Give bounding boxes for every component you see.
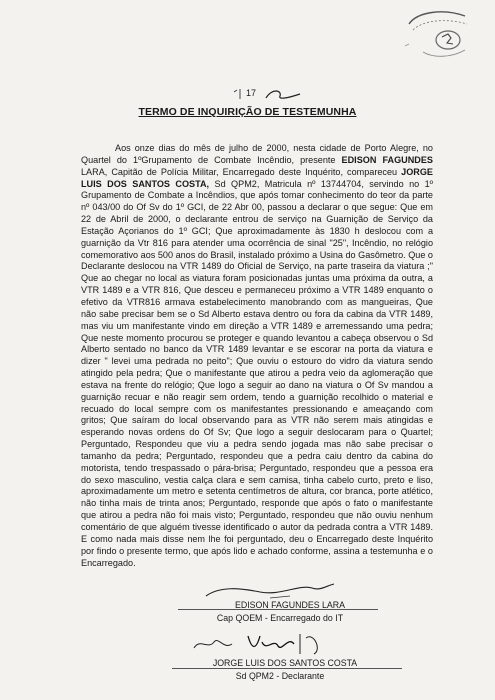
stamp-icon — [403, 6, 473, 62]
folio-mark — [232, 86, 302, 104]
signature-name-declarante: JORGE LUIS DOS SANTOS COSTA — [212, 658, 358, 668]
signature-role-declarante: Sd QPM2 - Declarante — [235, 671, 325, 681]
signature-name-encarregado: EDISON FAGUNDES LARA — [235, 600, 345, 610]
document-body — [81, 143, 433, 569]
signature-role-encarregado: Cap QOEM - Encarregado do IT — [216, 613, 344, 623]
body-segment: Aos onze dias do mês de julho de 2000, nesta cidade de Porto Alegre, no Quartel do 1ºGrupamento de Combate Incêndio, presente — [81, 143, 433, 165]
document-title: TERMO DE INQUIRIÇÃO DE TESTEMUNHA — [138, 106, 357, 118]
body-segment: LARA, Capitão de Polícia Militar, Encarregado deste Inquérito, compareceu — [81, 166, 402, 177]
body-segment: Sd QPM2, Matricula nº 13744704, servindo no 1º Grupamento de Combate a Incêndios, que após tomar conhecimento do teor da parte nº 043/00 do Of Sv do 1º GCI, de 22 Abr 00, passou a declarar o que segue: Que em 22 de Abril de 2000, o declarante entrou de serviço na Guarnição de Serviço da Estação Açorianos do 1º GCI; Que aproximadamente às 1830 h deslocou com a guarnição da Vtr 816 para atender uma ocorrência de sinal "25", Incêndio, no relógio comemorativo aos 500 anos do Brasil, instalado próximo a Usina do Gasômetro. Que o Declarante deslocou na VTR 1489 do Oficial de Serviço, na parte traseira da viatura ;" Que ao chegar no local as viatura foram posicionadas juntas uma próxima da outra, a VTR 1489 e a VTR 816, Que desceu e permaneceu próximo a VTR 1489 enquanto o efetivo da VTR816 armava estabelecimento manobrando com as mangueiras, Que não sabe precisar bem se o Sd Alberto estava dentro ou fora da cabina da VTR 1489, mas viu um manifestante vindo em direção a VTR 1489 e arremessando uma pedra; Que neste momento procurou se proteger e quando levantou a cabeça observou o Sd Alberto sentado no banco da VTR 1489 levantar e se escorar na porta da viatura e dizer " levei uma pedrada no peito"; Que ouviu o estouro do vidro da viatura sendo atingido pela pedra; Que o manifestante que atirou a pedra veio da aglomeração que estava na frente do relógio; Que logo a seguir ao dano na viatura o Of Sv mandou a guarnição recuar e não reagir sem ordem, tendo a guarnição recolhido o material e recuado do local sempre com os manifestantes pressionando e ameaçando com gritos; Que saíram do local observando para as VTR não serem mais atingidas e esperando novas ordens do Of Sv; Que logo a seguir deslocaram para o Quartel; Perguntado, Respondeu que viu a pedra sendo jogada mas não sabe precisar o tamanho da pedra; Perguntado, respondeu que a pedra caiu dentro da cabina do motorista, tendo trespassado o pára-brisa; Perguntado, respondeu que a pessoa era do sexo masculino, vestia calça clara e sem camisa, tinha cabelo curto, preto e liso, aproximadamente um metro e setenta centímetros de altura, cor branca, porte atlético, não tinha mais de trinta anos; Perguntado, responde que após o fato o manifestante que atirou a pedra não foi mais visto; Perguntado, respondeu que não ouviu nenhum comentário de que alguém tivesse identificado o autor da pedrada contra a VTR 1489. E como nada mais disse nem lhe foi perguntado, deu o Encarregado deste Inquérito por findo o presente termo, que após lido e achado conforme, assina a testemunha e o Encarregado. — [81, 178, 433, 568]
body-bold-segment: EDISON FAGUNDES — [341, 154, 433, 165]
body-bold-segment: JORGE LUIS DOS SANTOS COSTA, — [81, 166, 433, 189]
signature-declarante-icon — [190, 628, 350, 660]
signature-line-2 — [172, 668, 402, 669]
folio-number: 17 — [246, 88, 257, 98]
